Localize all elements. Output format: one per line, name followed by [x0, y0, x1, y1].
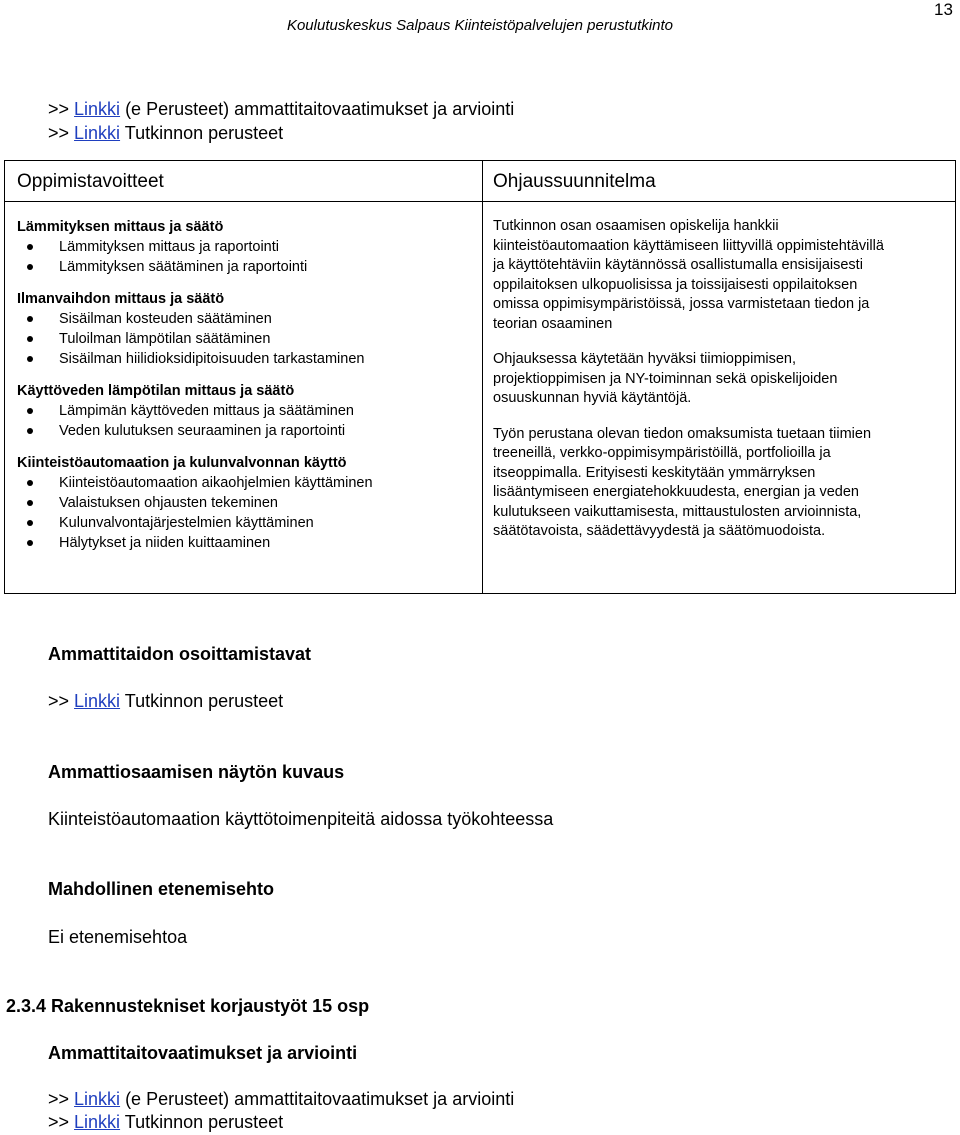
learning-objectives-column	[5, 161, 483, 593]
objective-item: Hälytykset ja niiden kuittaaminen	[17, 533, 476, 553]
paragraph-line: projektioppimisen ja NY-toiminnan sekä opiskelijoiden	[493, 370, 838, 387]
top-link-line-2	[48, 122, 283, 144]
paragraph-line: lisääntymiseen energiatehokkuudesta, energian ja veden	[493, 484, 859, 500]
demonstration-description-text: Kiinteistöautomaation käyttötoimenpiteitä aidossa työkohteessa	[48, 809, 554, 829]
link-prefix: >>	[48, 1112, 75, 1132]
paragraph-line: osuuskunnan hyviä käytäntöjä.	[493, 390, 692, 406]
guidance-plan-column	[483, 161, 955, 593]
objective-item: Kulunvalvontajärjestelmien käyttäminen	[17, 513, 476, 533]
paragraph-line: Tutkinnon osan osaamisen opiskelija hankkii	[493, 218, 779, 234]
link-text: Tutkinnon perusteet	[120, 1112, 284, 1132]
objective-group-title: Käyttöveden lämpötilan mittaus ja säätö	[17, 383, 295, 399]
paragraph-line: Työn perustana olevan tiedon omaksumista tuetaan tiimien	[493, 425, 872, 442]
learning-plan-table	[4, 160, 956, 594]
objective-item: Valaistuksen ohjausten tekeminen	[17, 493, 476, 513]
objective-group	[17, 381, 476, 441]
link-prefix: >>	[48, 691, 75, 711]
progress-condition-heading: Mahdollinen etenemisehto	[48, 879, 275, 899]
guidance-paragraphs	[493, 217, 947, 558]
heading-divider	[5, 201, 482, 202]
objective-group-title: Ilmanvaihdon mittaus ja säätö	[17, 291, 225, 307]
link-text: Tutkinnon perusteet	[120, 123, 284, 143]
chapter-link-line-1	[48, 1088, 514, 1110]
objective-item: Tuloilman lämpötilan säätäminen	[17, 329, 476, 349]
objective-item: Sisäilman hiilidioksidipitoisuuden tarkastaminen	[17, 349, 476, 369]
objective-item: Lämmityksen mittaus ja raportointi	[17, 237, 476, 257]
objective-item: Veden kulutuksen seuraaminen ja raportointi	[17, 421, 476, 441]
link-text: (e Perusteet) ammattitaitovaatimukset ja arviointi	[120, 99, 515, 119]
requirements-heading: Ammattitaitovaatimukset ja arviointi	[48, 1043, 358, 1063]
link-text: (e Perusteet) ammattitaitovaatimukset ja arviointi	[120, 1089, 515, 1109]
guidance-paragraph	[493, 350, 947, 409]
linkki-link[interactable]: Linkki	[74, 99, 121, 119]
paragraph-line: omissa oppimisympäristöissä, jossa varmistetaan tiedon ja	[493, 296, 870, 312]
demonstration-link-line	[48, 690, 283, 712]
linkki-link[interactable]: Linkki	[74, 691, 121, 711]
objective-group	[17, 453, 476, 553]
guidance-plan-heading: Ohjaussuunnitelma	[493, 171, 656, 192]
link-prefix: >>	[48, 1089, 75, 1109]
progress-condition-text: Ei etenemisehtoa	[48, 927, 188, 947]
paragraph-line: teorian osaaminen	[493, 315, 613, 332]
linkki-link[interactable]: Linkki	[74, 1089, 121, 1109]
guidance-paragraph	[493, 425, 947, 542]
demonstration-description-heading: Ammattiosaamisen näytön kuvaus	[48, 762, 345, 782]
link-text: Tutkinnon perusteet	[120, 691, 284, 711]
objective-group-title: Kiinteistöautomaation ja kulunvalvonnan käyttö	[17, 455, 347, 471]
heading-divider	[483, 201, 955, 202]
linkki-link[interactable]: Linkki	[74, 123, 121, 143]
paragraph-line: Ohjauksessa käytetään hyväksi tiimioppimisen,	[493, 351, 797, 367]
chapter-link-line-2	[48, 1111, 283, 1133]
objective-groups	[17, 217, 476, 565]
paragraph-line: treeneillä, verkko-oppimisympäristöillä, portfolioilla ja	[493, 445, 831, 461]
paragraph-line: ja käyttötehtäviin käytännössä osallistumalla ensisijaisesti	[493, 257, 863, 273]
objective-item: Kiinteistöautomaation aikaohjelmien käyttäminen	[17, 473, 476, 493]
running-header: Koulutuskeskus Salpaus Kiinteistöpalvelujen perustutkinto	[286, 17, 674, 34]
objective-item: Lämpimän käyttöveden mittaus ja säätäminen	[17, 401, 476, 421]
link-prefix: >>	[48, 123, 75, 143]
paragraph-line: säätötavoista, säädettävyydestä ja säätömuodoista.	[493, 523, 826, 539]
chapter-heading: 2.3.4 Rakennustekniset korjaustyöt 15 osp	[6, 996, 370, 1016]
objective-item: Lämmityksen säätäminen ja raportointi	[17, 257, 476, 277]
page-number: 13	[934, 0, 953, 19]
linkki-link[interactable]: Linkki	[74, 1112, 121, 1132]
guidance-paragraph	[493, 217, 947, 334]
objective-group-title: Lämmityksen mittaus ja säätö	[17, 219, 224, 235]
objective-group	[17, 217, 476, 277]
paragraph-line: itseoppimalla. Erityisesti keskitytään ymmärryksen	[493, 464, 816, 481]
paragraph-line: kiinteistöautomaation käyttämiseen liittyvillä oppimistehtävillä	[493, 237, 884, 254]
top-link-line-1	[48, 98, 514, 120]
link-prefix: >>	[48, 99, 75, 119]
learning-objectives-heading: Oppimistavoitteet	[17, 171, 164, 192]
objective-item: Sisäilman kosteuden säätäminen	[17, 309, 476, 329]
paragraph-line: kulutukseen vaikuttamisesta, mittaustulosten arvioinnista,	[493, 503, 862, 520]
objective-group	[17, 289, 476, 369]
paragraph-line: oppilaitoksen ulkopuolisissa ja toissijaisesti oppilaitoksen	[493, 276, 858, 293]
demonstration-methods-heading: Ammattitaidon osoittamistavat	[48, 644, 312, 664]
